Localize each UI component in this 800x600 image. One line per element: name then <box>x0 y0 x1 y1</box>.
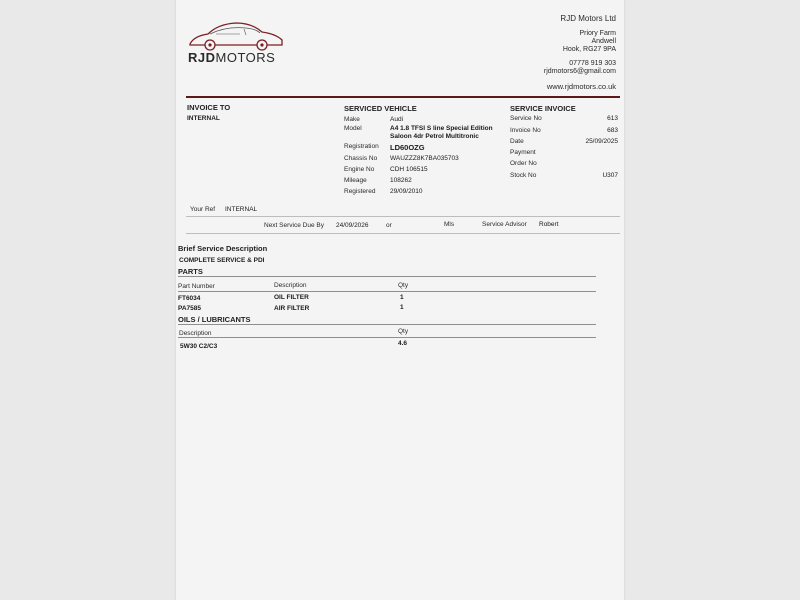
invoice-to-name: INTERNAL <box>187 115 220 122</box>
or-label: or <box>386 222 392 229</box>
parts-col-part-number: Part Number <box>178 283 215 290</box>
oils-top-rule <box>178 324 596 325</box>
header-divider <box>186 96 620 98</box>
service-invoice-heading: SERVICE INVOICE <box>510 104 576 113</box>
address-line-2: Andwell <box>591 38 616 45</box>
ref-divider <box>186 216 620 217</box>
invoice-page <box>176 0 624 600</box>
mileage-label: Mileage <box>344 177 367 184</box>
stock-no-value: U307 <box>602 172 618 179</box>
oils-col-qty: Qty <box>398 328 409 335</box>
next-service-date: 24/09/2026 <box>336 222 369 229</box>
chassis-value: WAUZZZ8K7BA035703 <box>390 155 459 162</box>
service-no-label: Service No <box>510 115 542 122</box>
registration-value: LD60OZG <box>390 143 425 152</box>
table-row-description: OIL FILTER <box>274 294 309 301</box>
engine-label: Engine No <box>344 166 375 173</box>
date-label: Date <box>510 138 524 145</box>
service-advisor-value: Robert <box>539 221 559 228</box>
invoice-no-value: 683 <box>607 127 618 134</box>
make-value: Audi <box>390 116 404 123</box>
table-row-qty: 1 <box>400 294 404 301</box>
service-no-value: 613 <box>607 115 618 122</box>
company-website: www.rjdmotors.co.uk <box>546 82 616 91</box>
oils-col-description: Description <box>179 330 212 337</box>
model-line-1: A4 1.8 TFSI S line Special Edition <box>390 125 493 132</box>
next-service-label: Next Service Due By <box>264 222 324 229</box>
stock-no-label: Stock No <box>510 172 537 179</box>
company-phone: 07778 919 303 <box>569 60 616 67</box>
invoice-to-heading: INVOICE TO <box>187 103 231 112</box>
table-row-description: AIR FILTER <box>274 305 310 312</box>
oils-heading: OILS / LUBRICANTS <box>178 315 251 324</box>
registration-label: Registration <box>344 143 379 150</box>
registered-value: 29/09/2010 <box>390 188 423 195</box>
engine-value: CDH 106515 <box>390 166 428 173</box>
parts-header-rule <box>178 291 596 292</box>
table-row-qty: 1 <box>400 304 404 311</box>
registered-label: Registered <box>344 188 376 195</box>
table-row-part-number: FT6034 <box>178 295 201 302</box>
order-no-label: Order No <box>510 160 537 167</box>
table-row-part-number: PA7585 <box>178 305 202 312</box>
date-value: 25/09/2025 <box>585 138 618 145</box>
address-line-3: Hook, RG27 9PA <box>562 46 616 53</box>
invoice-no-label: Invoice No <box>510 127 541 134</box>
parts-top-rule <box>178 276 596 277</box>
parts-heading: PARTS <box>178 267 203 276</box>
payment-label: Payment <box>510 149 536 156</box>
service-advisor-label: Service Advisor <box>482 221 527 228</box>
mileage-value: 108262 <box>390 177 412 184</box>
brief-description-text: COMPLETE SERVICE & PDI <box>179 257 265 264</box>
make-label: Make <box>344 116 360 123</box>
brief-description-heading: Brief Service Description <box>178 244 268 253</box>
company-email: rjdmotors6@gmail.com <box>543 68 616 75</box>
table-row-description: 5W30 C2/C3 <box>180 343 218 350</box>
next-service-divider <box>186 233 620 234</box>
parts-col-description: Description <box>274 282 307 289</box>
your-ref-label: Your Ref <box>190 206 216 213</box>
model-line-2: Saloon 4dr Petrol Multitronic <box>390 133 479 140</box>
car-logo-icon <box>186 14 286 54</box>
model-label: Model <box>344 125 362 132</box>
parts-col-qty: Qty <box>398 282 409 289</box>
mls-label: Mls <box>444 221 455 228</box>
serviced-vehicle-heading: SERVICED VEHICLE <box>344 104 417 113</box>
address-line-1: Priory Farm <box>579 30 616 37</box>
table-row-qty: 4.6 <box>398 340 408 347</box>
company-name: RJD Motors Ltd <box>560 14 616 23</box>
company-logo-text: RJDMOTORS <box>188 50 276 65</box>
chassis-label: Chassis No <box>344 155 378 162</box>
oils-header-rule <box>178 337 596 338</box>
your-ref-value: INTERNAL <box>225 206 258 213</box>
